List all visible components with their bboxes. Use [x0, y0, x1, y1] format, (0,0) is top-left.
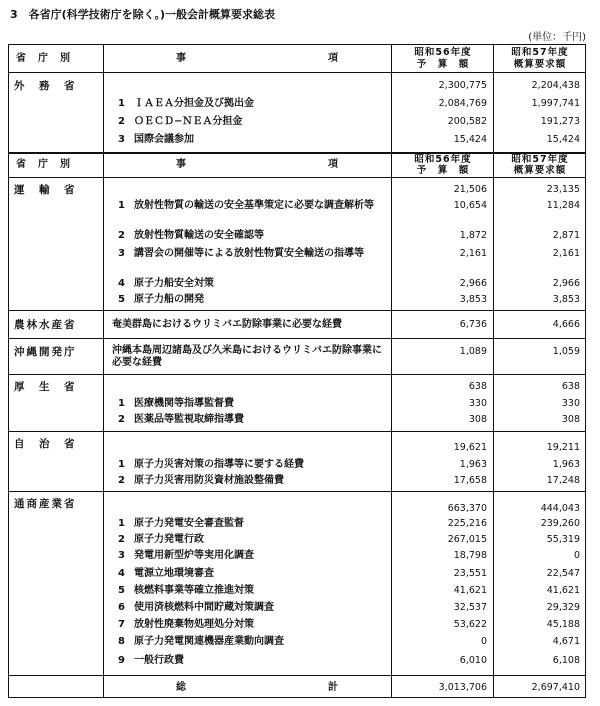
- value-56: 53,622: [453, 619, 487, 630]
- value-56: 225,216: [447, 518, 487, 529]
- item-label: 国際会議参加: [134, 134, 194, 145]
- item-label: 原子力船安全対策: [134, 278, 214, 289]
- col-divider-56: [493, 44, 494, 698]
- header-57-line1: 昭和57年度: [511, 47, 569, 58]
- grand-total-56: 3,013,706: [438, 682, 487, 693]
- item-number: 3: [118, 550, 125, 561]
- item-label: 原子力発電安全審査監督: [134, 518, 244, 529]
- item-number: 2: [118, 414, 125, 425]
- value-57: 3,853: [552, 294, 580, 305]
- value-56: 41,621: [453, 585, 487, 596]
- item-number: 2: [118, 534, 125, 545]
- header-item-left: 事: [176, 159, 187, 170]
- value-56: 0: [480, 636, 487, 647]
- header-ministry: 省 庁 別: [16, 53, 71, 64]
- item-label: 発電用新型炉等実用化調査: [134, 550, 254, 561]
- value-57: 2,966: [552, 278, 580, 289]
- header-rule: [8, 177, 586, 178]
- item-label: 放射性物質の輸送の安全基準策定に必要な調査解析等: [134, 200, 374, 211]
- value-56: 2,966: [459, 278, 487, 289]
- total-rule: [8, 675, 586, 676]
- value-57: 308: [561, 414, 580, 425]
- item-number: 6: [118, 602, 125, 613]
- value-56: 15,424: [453, 134, 487, 145]
- ministry-tsusan: 通商産業省: [14, 498, 77, 510]
- total-57: 19,211: [546, 442, 580, 453]
- value-56: 1,089: [459, 346, 487, 357]
- value-57: 55,319: [546, 534, 580, 545]
- col-divider-item: [391, 44, 392, 698]
- value-57: 1,963: [552, 459, 580, 470]
- header-56-line1: 昭和56年度: [414, 154, 472, 165]
- header-item-left: 事: [176, 53, 187, 64]
- item-number: 2: [118, 475, 125, 486]
- item-label: 電源立地環境審査: [134, 568, 214, 579]
- item-label: 講習会の開催等による放射性物質安全輸送の指導等: [134, 248, 364, 259]
- item-label: 医薬品等監視取締指導費: [134, 414, 244, 425]
- value-57: 22,547: [546, 568, 580, 579]
- ministry-norin: 農林水産省: [14, 319, 77, 331]
- value-57: 41,621: [546, 585, 580, 596]
- item-label: 沖縄本島周辺諸島及び久米島におけるウリミバエ防除事業に必要な経費: [112, 345, 382, 368]
- item-number: 1: [118, 459, 125, 470]
- value-57: 15,424: [546, 134, 580, 145]
- header-56-line1: 昭和56年度: [414, 47, 472, 58]
- item-label: 放射性廃棄物処理処分対策: [134, 619, 254, 630]
- item-number: 2: [118, 116, 125, 127]
- item-label: 放射性物質輸送の安全確認等: [134, 230, 264, 241]
- item-number: 1: [118, 518, 125, 529]
- total-57: 444,043: [540, 503, 580, 514]
- item-label: ＩＡＥＡ分担金及び拠出金: [134, 98, 254, 109]
- item-number: 7: [118, 619, 125, 630]
- value-56: 10,654: [453, 200, 487, 211]
- item-label: 原子力災害対策の指導等に要する経費: [134, 459, 304, 470]
- section-rule: [8, 338, 586, 339]
- value-57: 330: [561, 398, 580, 409]
- total-57: 23,135: [546, 184, 580, 195]
- ministry-kosei: 厚 生 省: [14, 381, 77, 393]
- total-57: 638: [561, 381, 580, 392]
- value-57: 17,248: [546, 475, 580, 486]
- item-number: 3: [118, 134, 125, 145]
- item-label: 原子力災害用防災資材施設整備費: [134, 475, 284, 486]
- total-57: 2,204,438: [531, 80, 580, 91]
- item-number: 8: [118, 636, 125, 647]
- total-56: 638: [468, 381, 487, 392]
- item-number: 3: [118, 248, 125, 259]
- value-56: 32,537: [453, 602, 487, 613]
- header-57-line2: 概算要求額: [513, 59, 567, 70]
- ministry-unyu: 運 輸 省: [14, 184, 77, 196]
- header-56-line2: 予 算 額: [416, 59, 470, 70]
- value-56: 23,551: [453, 568, 487, 579]
- value-56: 267,015: [447, 534, 487, 545]
- ministry-okinawa: 沖縄開発庁: [14, 346, 77, 358]
- value-57: 0: [573, 550, 580, 561]
- value-57: 11,284: [546, 200, 580, 211]
- value-57: 191,273: [540, 116, 580, 127]
- total-56: 19,621: [453, 442, 487, 453]
- section-rule: [8, 310, 586, 311]
- value-56: 2,084,769: [438, 98, 487, 109]
- item-label: 原子力発電行政: [134, 534, 204, 545]
- item-label: 奄美群島におけるウリミバエ防除事業に必要な経費: [112, 319, 342, 330]
- value-57: 2,161: [552, 248, 580, 259]
- item-number: 4: [118, 568, 125, 579]
- value-57: 239,260: [540, 518, 580, 529]
- document-title: 3 各省庁(科学技術庁を除く。)一般会計概算要求総表: [10, 8, 275, 21]
- value-57: 1,059: [552, 346, 580, 357]
- value-56: 6,010: [459, 655, 487, 666]
- header-57-line1: 昭和57年度: [511, 154, 569, 165]
- grand-total-label-right: 計: [328, 682, 339, 693]
- item-number: 5: [118, 585, 125, 596]
- value-57: 2,871: [552, 230, 580, 241]
- value-56: 1,963: [459, 459, 487, 470]
- total-56: 663,370: [447, 503, 487, 514]
- total-56: 2,300,775: [438, 80, 487, 91]
- item-label: 原子力発電関連機器産業動向調査: [134, 636, 284, 647]
- ministry-gaimu: 外 務 省: [14, 80, 77, 92]
- grand-total-57: 2,697,410: [531, 682, 580, 693]
- ministry-jichi: 自 治 省: [14, 438, 77, 450]
- value-57: 4,666: [552, 319, 580, 330]
- item-label: 一般行政費: [134, 655, 184, 666]
- item-label: 原子力船の開発: [134, 294, 204, 305]
- value-56: 6,736: [459, 319, 487, 330]
- value-57: 1,997,741: [531, 98, 580, 109]
- header-57-line2: 概算要求額: [513, 165, 567, 176]
- section-rule: [8, 491, 586, 492]
- item-label: 核燃料事業等確立推進対策: [134, 585, 254, 596]
- header-ministry: 省 庁 別: [16, 159, 71, 170]
- value-56: 3,853: [459, 294, 487, 305]
- item-number: 5: [118, 294, 125, 305]
- total-56: 21,506: [453, 184, 487, 195]
- value-57: 6,108: [552, 655, 580, 666]
- item-number: 2: [118, 230, 125, 241]
- col-divider-ministry: [103, 44, 104, 698]
- value-56: 1,872: [459, 230, 487, 241]
- value-56: 200,582: [447, 116, 487, 127]
- section-rule: [8, 431, 586, 432]
- item-number: 1: [118, 398, 125, 409]
- item-label: 使用済核燃料中間貯蔵対策調査: [134, 602, 274, 613]
- unit-label: (単位：千円): [528, 32, 586, 43]
- item-number: 9: [118, 655, 125, 666]
- value-57: 45,188: [546, 619, 580, 630]
- value-56: 17,658: [453, 475, 487, 486]
- value-57: 4,671: [552, 636, 580, 647]
- header-item-right: 項: [328, 53, 339, 64]
- header-item-right: 項: [328, 159, 339, 170]
- item-label: 医療機関等指導監督費: [134, 398, 234, 409]
- item-number: 4: [118, 278, 125, 289]
- value-56: 308: [468, 414, 487, 425]
- item-number: 1: [118, 98, 125, 109]
- value-56: 330: [468, 398, 487, 409]
- value-56: 18,798: [453, 550, 487, 561]
- section-rule: [8, 374, 586, 375]
- value-56: 2,161: [459, 248, 487, 259]
- item-number: 1: [118, 200, 125, 211]
- header-rule: [8, 72, 586, 73]
- item-label: ＯＥＣＤ−ＮＥＡ分担金: [134, 116, 243, 127]
- header-56-line2: 予 算 額: [416, 165, 470, 176]
- value-57: 29,329: [546, 602, 580, 613]
- grand-total-label-left: 総: [176, 682, 187, 693]
